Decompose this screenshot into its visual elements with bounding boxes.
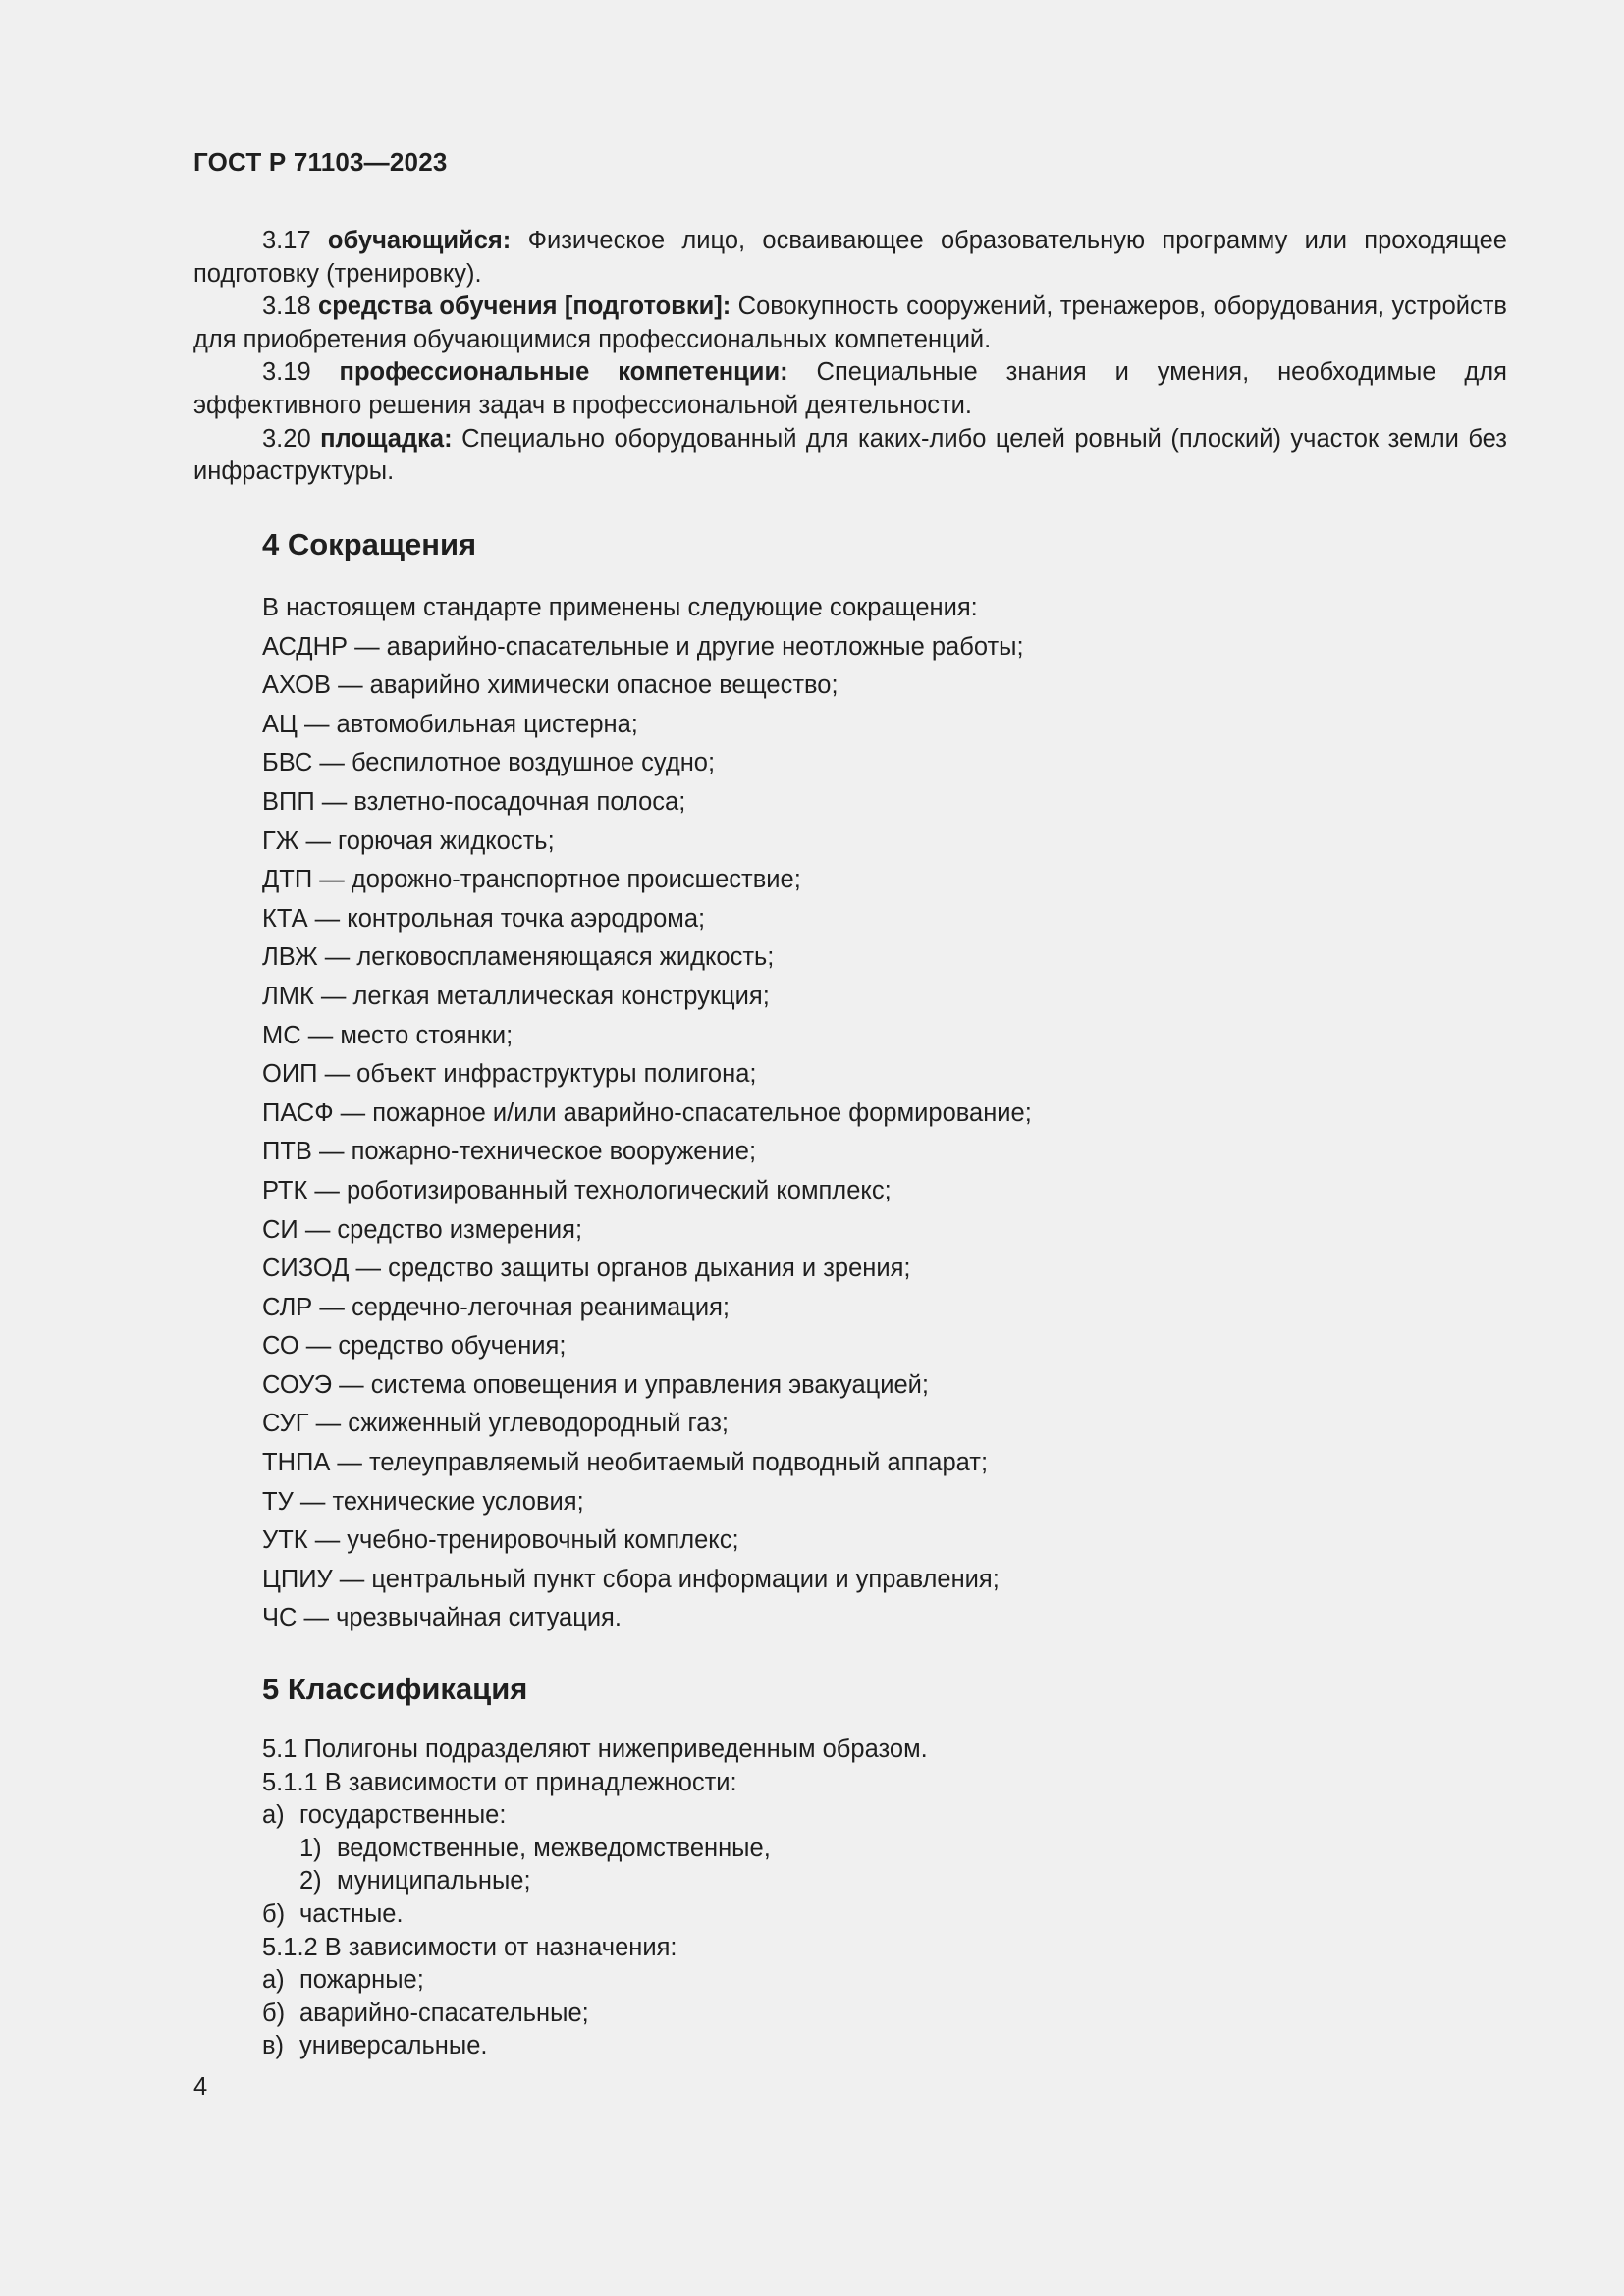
definition-item (193, 225, 1507, 291)
list-item-text: государственные: (299, 1801, 507, 1830)
abbreviation-item: АЦ — автомобильная цистерна; (262, 710, 638, 738)
definition-text: Совокупность сооружений, тренажеров, оборудования, устройств для приобретения обучающимися профессиональных компетенций. (193, 293, 1507, 353)
list-marker: а) (262, 1966, 285, 1995)
abbreviation-item: ЛМК — легкая металлическая конструкция; (262, 982, 770, 1010)
definition-term: средства обучения [подготовки]: (318, 293, 731, 321)
list-marker: б) (262, 1899, 286, 1928)
abbreviation-item: ЦПИУ — центральный пункт сбора информации и управления; (262, 1565, 1000, 1593)
classification-block (262, 1734, 928, 2063)
abbreviations-intro: В настоящем стандарте применены следующие сокращения: (262, 594, 978, 621)
abbreviation-item: СО — средство обучения; (262, 1332, 567, 1361)
abbreviation-item: ДТП — дорожно-транспортное происшествие; (262, 866, 801, 894)
abbreviation-item: ГЖ — горючая жидкость; (262, 827, 555, 855)
definition-item (193, 423, 1507, 489)
definition-item (193, 356, 1507, 422)
abbreviation-item: ОИП — объект инфраструктуры полигона; (262, 1060, 757, 1089)
list-item-text: универсальные. (299, 2032, 488, 2060)
definition-item (193, 291, 1507, 356)
definition-number: 3.18 (262, 293, 311, 321)
sub-list-item (262, 1833, 928, 1866)
abbreviation-item: КТА — контрольная точка аэродрома; (262, 904, 706, 933)
list-marker: 2) (299, 1867, 322, 1896)
abbreviation-item: ВПП — взлетно-посадочная полоса; (262, 787, 686, 816)
definition-number: 3.19 (262, 358, 311, 387)
abbreviation-item: АСДНР — аварийно-спасательные и другие неотложные работы; (262, 632, 1024, 661)
abbreviation-item: ПТВ — пожарно-техническое вооружение; (262, 1138, 757, 1166)
definition-text: Физическое лицо, осваивающее образовательную программу или проходящее подготовку (тренировку). (193, 227, 1507, 288)
definitions-block (193, 225, 1507, 489)
list-item (262, 2030, 928, 2063)
definition-term: обучающийся: (327, 227, 512, 254)
definition-number: 3.17 (262, 227, 311, 254)
list-item (262, 1799, 928, 1833)
abbreviation-item: РТК — роботизированный технологический комплекс; (262, 1176, 892, 1204)
abbreviation-item: ПАСФ — пожарное и/или аварийно-спасательное формирование; (262, 1098, 1032, 1127)
list-item (262, 1964, 928, 1998)
section-4-heading: 4 Сокращения (262, 527, 477, 561)
abbreviation-item: МС — место стоянки; (262, 1021, 514, 1049)
definition-text: Специальные знания и умения, необходимые для эффективного решения задач в профессиональной деятельности. (193, 358, 1507, 419)
abbreviation-item: СИ — средство измерения; (262, 1215, 583, 1244)
abbreviations-list (262, 589, 1032, 1638)
clause-5-1: 5.1 Полигоны подразделяют нижеприведенным образом. (262, 1735, 928, 1763)
abbreviation-item: СЛР — сердечно-легочная реанимация; (262, 1293, 730, 1321)
abbreviation-item: ТУ — технические условия; (262, 1487, 584, 1516)
abbreviation-item: ТНПА — телеуправляемый необитаемый подводный аппарат; (262, 1449, 989, 1477)
list-marker: в) (262, 2032, 285, 2060)
abbreviation-item: АХОВ — аварийно химически опасное вещество; (262, 671, 839, 700)
abbreviation-item: ЛВЖ — легковоспламеняющаяся жидкость; (262, 943, 775, 972)
definition-number: 3.20 (262, 424, 311, 453)
abbreviation-item: СОУЭ — система оповещения и управления эвакуацией; (262, 1370, 929, 1399)
sub-list-item (262, 1865, 928, 1898)
list-item-text: аварийно-спасательные; (299, 1999, 589, 2027)
abbreviation-item: УТК — учебно-тренировочный комплекс; (262, 1526, 739, 1555)
section-5-heading: 5 Классификация (262, 1672, 528, 1706)
page-number: 4 (193, 2073, 208, 2101)
list-item-text: частные. (299, 1899, 404, 1928)
list-item (262, 1898, 928, 1932)
list-item-text: ведомственные, межведомственные, (337, 1834, 771, 1862)
definition-term: площадка: (320, 424, 453, 453)
abbreviation-item: ЧС — чрезвычайная ситуация. (262, 1604, 622, 1632)
abbreviation-item: СУГ — сжиженный углеводородный газ; (262, 1410, 729, 1438)
list-marker: а) (262, 1801, 285, 1830)
definition-text: Специально оборудованный для каких-либо целей ровный (плоский) участок земли без инфраструктуры. (193, 424, 1507, 486)
list-item (262, 1998, 928, 2031)
list-marker: 1) (299, 1834, 322, 1862)
list-marker: б) (262, 1999, 286, 2027)
clause-5-1-2: 5.1.2 В зависимости от назначения: (262, 1933, 677, 1961)
abbreviation-item: СИЗОД — средство защиты органов дыхания и зрения; (262, 1255, 911, 1283)
list-item-text: муниципальные; (337, 1867, 531, 1896)
document-code: ГОСТ Р 71103—2023 (193, 147, 448, 177)
abbreviation-item: БВС — беспилотное воздушное судно; (262, 749, 716, 777)
definition-term: профессиональные компетенции: (339, 358, 788, 387)
list-item-text: пожарные; (299, 1966, 424, 1995)
clause-5-1-1: 5.1.1 В зависимости от принадлежности: (262, 1768, 737, 1796)
